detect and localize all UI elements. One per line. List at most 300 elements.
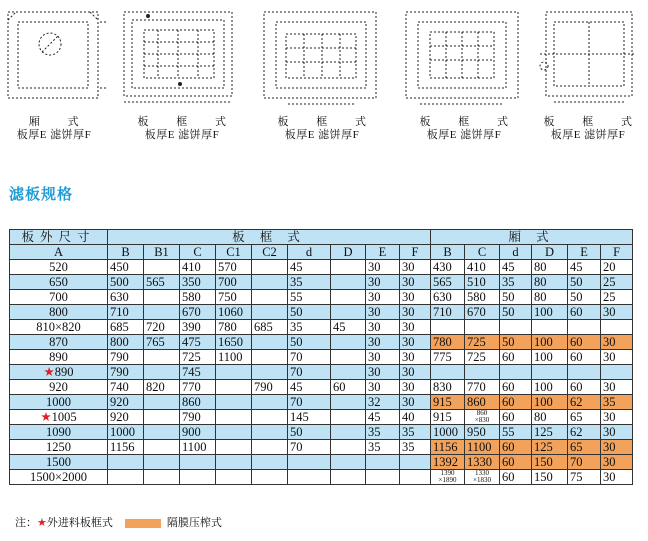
pf-cell: 32 <box>366 395 400 410</box>
table-row <box>10 455 633 470</box>
pf-cell <box>331 260 366 275</box>
star-icon: ★ <box>40 410 52 424</box>
pf-cell: 1100 <box>216 350 252 365</box>
ch-cell <box>532 320 568 335</box>
ch-cell: 30 <box>601 410 633 425</box>
diagram-caption-3 <box>272 116 372 142</box>
pf-cell: 70 <box>288 440 331 455</box>
ch-cell: 725 <box>465 350 500 365</box>
pf-cell <box>252 440 288 455</box>
pf-cell: 920 <box>108 410 144 425</box>
size-cell <box>10 425 108 440</box>
pf-cell: 30 <box>366 305 400 320</box>
plate-frame-diagram-2 <box>258 8 384 112</box>
pf-cell <box>216 410 252 425</box>
pf-cell <box>252 455 288 470</box>
ch-cell: 60 <box>500 350 532 365</box>
pf-cell <box>144 395 180 410</box>
size-cell <box>10 275 108 290</box>
size-value: 890 <box>54 365 74 379</box>
size-value: 870 <box>49 335 68 349</box>
pf-cell: 570 <box>216 260 252 275</box>
size-value: 1500 <box>46 455 71 469</box>
ch-cell: 60 <box>568 380 601 395</box>
size-cell <box>10 470 108 485</box>
pf-cell: 55 <box>288 290 331 305</box>
pf-cell <box>216 395 252 410</box>
pf-cell: 30 <box>400 335 431 350</box>
pf-cell <box>252 425 288 440</box>
pf-cell <box>331 275 366 290</box>
pf-cell: 1100 <box>180 440 216 455</box>
pf-cell <box>331 395 366 410</box>
pf-cell: 750 <box>216 290 252 305</box>
ch-cell: 580 <box>465 290 500 305</box>
pf-cell: 390 <box>180 320 216 335</box>
pf-cell <box>216 365 252 380</box>
size-cell <box>10 260 108 275</box>
ch-cell: 80 <box>532 290 568 305</box>
ch-cell: 60 <box>568 305 601 320</box>
pf-cell <box>252 350 288 365</box>
pf-cell: 70 <box>288 365 331 380</box>
header-pf-col: B1 <box>144 245 180 260</box>
size-value: 1250 <box>46 440 71 454</box>
pf-cell: 30 <box>400 320 431 335</box>
pf-cell: 50 <box>288 425 331 440</box>
table-row <box>10 380 633 395</box>
pf-cell <box>331 455 366 470</box>
pf-cell <box>252 395 288 410</box>
size-value: 1500×2000 <box>29 470 88 484</box>
pf-cell: 1060 <box>216 305 252 320</box>
pf-cell: 630 <box>108 290 144 305</box>
ch-cell: 50 <box>500 305 532 320</box>
pf-cell <box>252 470 288 485</box>
diagram-dims-label: 板厚E 滤饼厚F <box>550 129 626 141</box>
ch-cell: 915 <box>431 410 465 425</box>
plate-frame-diagram-3 <box>400 8 524 112</box>
pf-cell <box>144 410 180 425</box>
size-cell <box>10 365 108 380</box>
pf-cell: 1000 <box>108 425 144 440</box>
pf-cell: 565 <box>144 275 180 290</box>
diagram-dims-label: 板厚E 滤饼厚F <box>426 129 502 141</box>
ch-cell: 35 <box>601 395 633 410</box>
stacked-value: 1330 <box>475 469 490 477</box>
size-value: 520 <box>49 260 68 274</box>
pf-cell <box>180 470 216 485</box>
ch-cell: 770 <box>465 380 500 395</box>
header-pf-col: D <box>331 245 366 260</box>
pf-cell: 30 <box>400 395 431 410</box>
pf-cell <box>216 455 252 470</box>
header-pf-col: E <box>366 245 400 260</box>
ch-cell: 60 <box>568 335 601 350</box>
pf-cell: 410 <box>180 260 216 275</box>
ch-cell: 100 <box>532 335 568 350</box>
ch-cell <box>431 470 465 485</box>
pf-cell: 35 <box>366 440 400 455</box>
size-value: 1090 <box>46 425 71 439</box>
ch-cell: 565 <box>431 275 465 290</box>
ch-cell: 30 <box>601 335 633 350</box>
pf-cell: 35 <box>400 440 431 455</box>
table-header-row-top <box>10 230 633 245</box>
pf-cell <box>144 260 180 275</box>
table-header-row-sub <box>10 245 633 260</box>
ch-cell <box>431 320 465 335</box>
size-cell <box>10 395 108 410</box>
pf-cell: 35 <box>400 425 431 440</box>
section-title: 滤板规格 <box>9 185 74 203</box>
pf-cell <box>331 440 366 455</box>
pf-cell <box>216 380 252 395</box>
ch-cell: 30 <box>601 380 633 395</box>
size-value: 650 <box>49 275 68 289</box>
table-row <box>10 440 633 455</box>
pf-cell <box>331 290 366 305</box>
ch-cell: 55 <box>500 425 532 440</box>
table-row <box>10 320 633 335</box>
pf-cell: 685 <box>252 320 288 335</box>
ch-cell: 1000 <box>431 425 465 440</box>
size-cell <box>10 380 108 395</box>
ch-cell: 725 <box>465 335 500 350</box>
ch-cell: 710 <box>431 305 465 320</box>
pf-cell <box>331 410 366 425</box>
table-row <box>10 290 633 305</box>
header-ch-col: E <box>568 245 601 260</box>
pf-cell: 30 <box>400 365 431 380</box>
pf-cell: 145 <box>288 410 331 425</box>
pf-cell: 50 <box>288 305 331 320</box>
pf-cell <box>252 305 288 320</box>
size-cell <box>10 455 108 470</box>
ch-cell <box>500 365 532 380</box>
ch-cell: 30 <box>601 455 633 470</box>
pf-cell: 35 <box>366 425 400 440</box>
diagram-dims-label: 板厚E 滤饼厚F <box>16 129 92 141</box>
pf-cell: 790 <box>180 410 216 425</box>
size-cell <box>10 440 108 455</box>
diagram-caption-2 <box>132 116 232 142</box>
footnote-swatch-text: 隔膜压榨式 <box>166 516 222 529</box>
ch-cell: 1392 <box>431 455 465 470</box>
ch-cell: 30 <box>601 440 633 455</box>
pf-cell: 1156 <box>108 440 144 455</box>
pf-cell <box>144 470 180 485</box>
pf-cell <box>144 290 180 305</box>
size-value: 810×820 <box>36 320 81 334</box>
diagram-type-label: 板 框 式 <box>277 116 367 128</box>
ch-cell: 150 <box>532 455 568 470</box>
pf-cell: 30 <box>366 290 400 305</box>
pf-cell <box>366 455 400 470</box>
table-row <box>10 305 633 320</box>
ch-cell: 50 <box>568 275 601 290</box>
pf-cell: 45 <box>331 320 366 335</box>
pf-cell <box>331 425 366 440</box>
pf-cell: 35 <box>288 275 331 290</box>
ch-cell: 860 <box>465 395 500 410</box>
header-chamber: 厢 式 <box>431 230 633 245</box>
ch-cell: 1100 <box>465 440 500 455</box>
pf-cell <box>144 305 180 320</box>
ch-cell: 35 <box>500 275 532 290</box>
size-value: 800 <box>49 305 68 319</box>
ch-cell: 510 <box>465 275 500 290</box>
pf-cell <box>288 455 331 470</box>
ch-cell: 150 <box>532 470 568 485</box>
ch-cell: 80 <box>532 275 568 290</box>
ch-cell: 630 <box>431 290 465 305</box>
pf-cell: 710 <box>108 305 144 320</box>
pf-cell: 820 <box>144 380 180 395</box>
ch-cell: 30 <box>601 305 633 320</box>
ch-cell: 60 <box>500 440 532 455</box>
header-pf-col: F <box>400 245 431 260</box>
ch-cell: 780 <box>431 335 465 350</box>
pf-cell: 30 <box>400 350 431 365</box>
ch-cell: 60 <box>500 380 532 395</box>
stacked-value: ×1830 <box>473 476 491 484</box>
ch-cell: 20 <box>601 260 633 275</box>
pf-cell <box>216 425 252 440</box>
stacked-value: ×830 <box>474 416 490 424</box>
header-ch-col: D <box>532 245 568 260</box>
ch-cell: 60 <box>500 470 532 485</box>
diagram-caption-4 <box>414 116 514 142</box>
ch-cell: 25 <box>601 275 633 290</box>
diagram-dims-label: 板厚E 滤饼厚F <box>144 129 220 141</box>
pf-cell <box>252 335 288 350</box>
ch-cell <box>465 365 500 380</box>
stacked-value: ×1890 <box>438 476 457 484</box>
pf-cell: 700 <box>216 275 252 290</box>
star-icon: ★ <box>43 365 55 379</box>
pf-cell: 800 <box>108 335 144 350</box>
pf-cell: 860 <box>180 395 216 410</box>
pf-cell <box>144 350 180 365</box>
ch-cell: 62 <box>568 395 601 410</box>
pf-cell: 35 <box>288 320 331 335</box>
pf-cell <box>331 365 366 380</box>
header-pf-col: C2 <box>252 245 288 260</box>
pf-cell: 70 <box>288 395 331 410</box>
pf-cell: 765 <box>144 335 180 350</box>
pf-cell <box>331 335 366 350</box>
ch-cell <box>431 365 465 380</box>
pf-cell <box>400 470 431 485</box>
ch-cell <box>568 320 601 335</box>
pf-cell <box>331 470 366 485</box>
pf-cell: 670 <box>180 305 216 320</box>
pf-cell: 450 <box>108 260 144 275</box>
pf-cell <box>108 470 144 485</box>
ch-cell: 1156 <box>431 440 465 455</box>
pf-cell: 30 <box>366 380 400 395</box>
plate-frame-diagram-1 <box>118 8 238 108</box>
footnote-prefix: 注： <box>15 516 37 529</box>
pf-cell: 745 <box>180 365 216 380</box>
pf-cell <box>252 290 288 305</box>
pf-cell: 30 <box>400 380 431 395</box>
header-pf-col: d <box>288 245 331 260</box>
pf-cell: 45 <box>288 380 331 395</box>
diagram-type-label: 板 框 式 <box>543 116 633 128</box>
diagram-type-label: 板 框 式 <box>137 116 227 128</box>
ch-cell: 50 <box>500 335 532 350</box>
pf-cell <box>331 350 366 365</box>
table-row <box>10 275 633 290</box>
pf-cell: 30 <box>366 320 400 335</box>
size-cell <box>10 290 108 305</box>
ch-cell: 65 <box>568 440 601 455</box>
pf-cell: 1650 <box>216 335 252 350</box>
pf-cell: 685 <box>108 320 144 335</box>
pf-cell <box>144 365 180 380</box>
ch-cell: 915 <box>431 395 465 410</box>
ch-cell: 100 <box>532 395 568 410</box>
highlight-swatch <box>125 519 161 528</box>
pf-cell <box>366 470 400 485</box>
pf-cell: 30 <box>366 365 400 380</box>
ch-cell: 30 <box>601 350 633 365</box>
pf-cell <box>331 305 366 320</box>
pf-cell: 725 <box>180 350 216 365</box>
pf-cell: 30 <box>400 290 431 305</box>
pf-cell: 30 <box>400 275 431 290</box>
pf-cell: 30 <box>366 350 400 365</box>
table-row <box>10 260 633 275</box>
ch-cell <box>465 320 500 335</box>
header-pf-col: C1 <box>216 245 252 260</box>
ch-cell: 125 <box>532 440 568 455</box>
ch-cell <box>465 410 500 425</box>
table-row <box>10 410 633 425</box>
diagram-type-label: 板 框 式 <box>419 116 509 128</box>
ch-cell: 30 <box>601 470 633 485</box>
size-cell <box>10 305 108 320</box>
size-value: 1005 <box>51 410 77 424</box>
pf-cell: 30 <box>400 305 431 320</box>
ch-cell: 60 <box>568 350 601 365</box>
filter-plate-diagrams <box>0 0 648 178</box>
plate-frame-diagram-4 <box>536 8 640 112</box>
pf-cell: 790 <box>252 380 288 395</box>
pf-cell <box>252 260 288 275</box>
filter-plate-spec-table <box>9 229 633 485</box>
pf-cell <box>252 365 288 380</box>
pf-cell: 920 <box>108 395 144 410</box>
pf-cell: 30 <box>366 275 400 290</box>
header-ch-col: F <box>601 245 633 260</box>
ch-cell: 65 <box>568 410 601 425</box>
diagram-dims-label: 板厚E 滤饼厚F <box>284 129 360 141</box>
pf-cell: 900 <box>180 425 216 440</box>
table-row <box>10 350 633 365</box>
header-ch-col: B <box>431 245 465 260</box>
footnote-star-text: 外进料板框式 <box>46 516 113 529</box>
ch-cell: 125 <box>532 425 568 440</box>
table-row <box>10 470 633 485</box>
ch-cell: 100 <box>532 305 568 320</box>
pf-cell <box>108 455 144 470</box>
header-size-a: A <box>10 245 108 260</box>
ch-cell <box>568 365 601 380</box>
pf-cell: 720 <box>144 320 180 335</box>
pf-cell: 500 <box>108 275 144 290</box>
pf-cell <box>400 455 431 470</box>
table-row <box>10 425 633 440</box>
header-ch-col: C <box>465 245 500 260</box>
ch-cell <box>601 365 633 380</box>
ch-cell: 100 <box>532 350 568 365</box>
ch-cell: 775 <box>431 350 465 365</box>
size-cell <box>10 350 108 365</box>
diagram-type-label: 厢 式 <box>28 116 80 128</box>
pf-cell: 740 <box>108 380 144 395</box>
pf-cell <box>252 410 288 425</box>
diagram-caption-1 <box>4 116 104 142</box>
table-row <box>10 395 633 410</box>
pf-cell: 70 <box>288 350 331 365</box>
pf-cell: 790 <box>108 350 144 365</box>
pf-cell: 30 <box>366 260 400 275</box>
ch-cell: 25 <box>601 290 633 305</box>
pf-cell: 45 <box>288 260 331 275</box>
pf-cell: 780 <box>216 320 252 335</box>
header-pf-col: B <box>108 245 144 260</box>
ch-cell <box>500 320 532 335</box>
ch-cell: 410 <box>465 260 500 275</box>
ch-cell: 75 <box>568 470 601 485</box>
ch-cell: 670 <box>465 305 500 320</box>
size-value: 700 <box>49 290 68 304</box>
pf-cell: 40 <box>400 410 431 425</box>
ch-cell: 62 <box>568 425 601 440</box>
pf-cell <box>252 275 288 290</box>
pf-cell: 30 <box>400 260 431 275</box>
header-size: 板外尺寸 <box>10 230 108 245</box>
table-row <box>10 335 633 350</box>
pf-cell: 790 <box>108 365 144 380</box>
pf-cell: 770 <box>180 380 216 395</box>
ch-cell: 60 <box>500 395 532 410</box>
ch-cell <box>465 470 500 485</box>
ch-cell: 80 <box>532 410 568 425</box>
pf-cell: 580 <box>180 290 216 305</box>
size-value: 890 <box>49 350 68 364</box>
pf-cell <box>144 455 180 470</box>
footnote <box>15 514 222 530</box>
size-cell <box>10 410 108 425</box>
ch-cell: 50 <box>568 290 601 305</box>
ch-cell: 60 <box>500 455 532 470</box>
pf-cell <box>144 425 180 440</box>
stacked-value: 860 <box>476 409 488 417</box>
size-value: 1000 <box>46 395 71 409</box>
pf-cell: 60 <box>331 380 366 395</box>
pf-cell <box>144 440 180 455</box>
pf-cell: 350 <box>180 275 216 290</box>
header-ch-col: d <box>500 245 532 260</box>
pf-cell <box>288 470 331 485</box>
pf-cell: 50 <box>288 335 331 350</box>
ch-cell: 100 <box>532 380 568 395</box>
pf-cell: 45 <box>366 410 400 425</box>
